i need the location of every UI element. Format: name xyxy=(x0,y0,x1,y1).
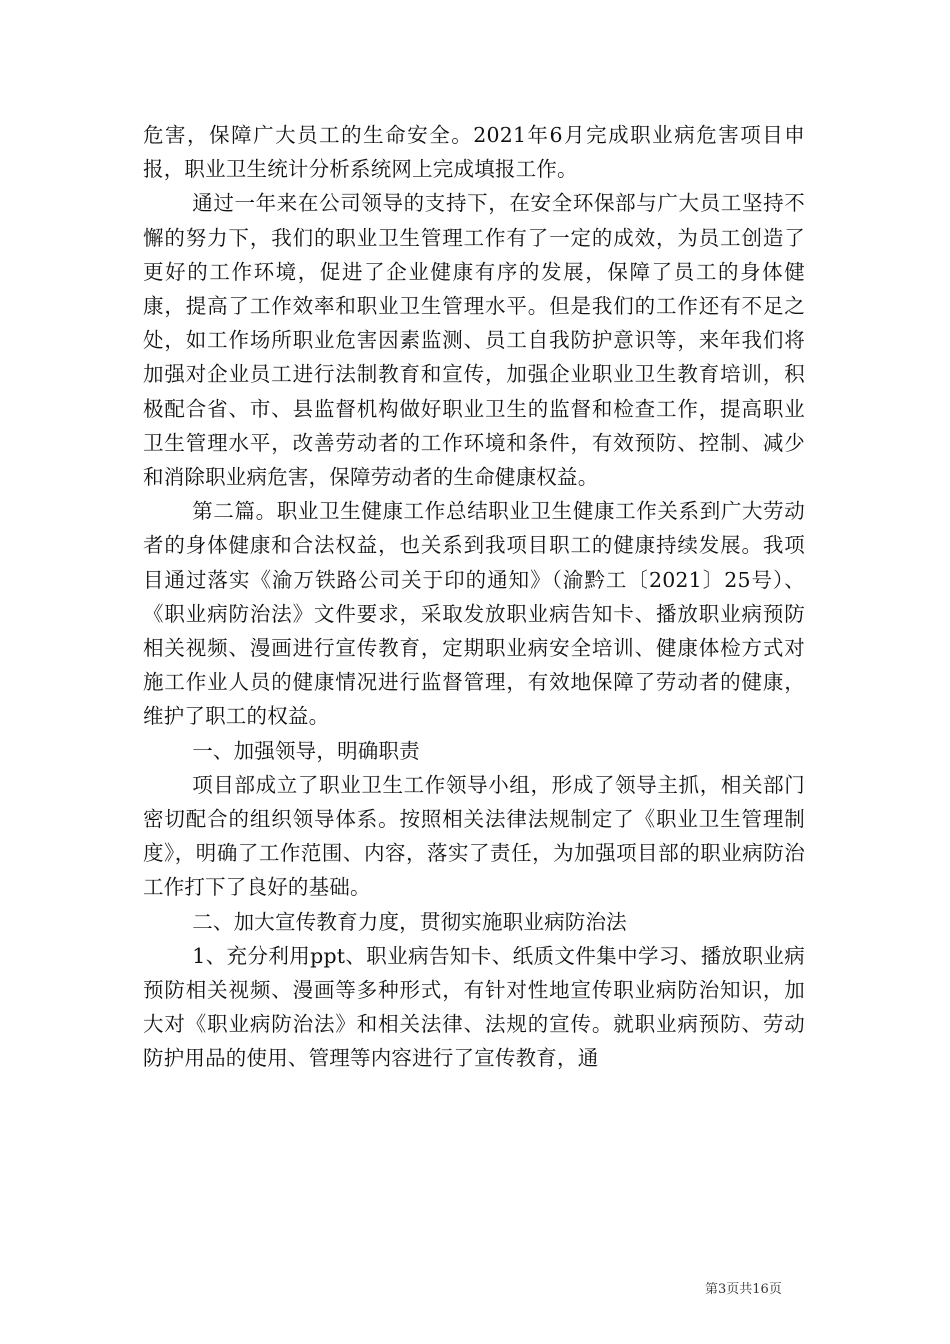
page-number-footer: 第3页共16页 xyxy=(705,1282,782,1297)
paragraph-leadership: 项目部成立了职业卫生工作领导小组，形成了领导主抓，相关部门密切配合的组织领导体系。按照相关法律法规制定了《职业卫生管理制度》，明确了工作范围、内容，落实了责任，为加强项目部的职业病防治工作打下了良好的基础。 xyxy=(143,772,805,900)
paragraph-second-part: 第二篇。职业卫生健康工作总结职业卫生健康工作关系到广大劳动者的身体健康和合法权益，也关系到我项目职工的健康持续发展。我项目通过落实《渝万铁路公司关于印的通知》（渝黔工〔2021〕25号）、《职业病防治法》文件要求，采取发放职业病告知卡、播放职业病预防相关视频、漫画进行宣传教育，定期职业病安全培训、健康体检方式对施工作业人员的健康情况进行监督管理，有效地保障了劳动者的健康，维护了职工的权益。 xyxy=(143,499,805,729)
section-heading-2: 二、加大宣传教育力度，贯彻实施职业病防治法 xyxy=(192,909,627,934)
paragraph-publicity: 1、充分利用ppt、职业病告知卡、纸质文件集中学习、播放职业病预防相关视频、漫画等多种形式，有针对性地宣传职业病防治知识，加大对《职业病防治法》和相关法律、法规的宣传。就职业病预防、劳动防护用品的使用、管理等内容进行了宣传教育，通 xyxy=(143,943,805,1071)
section-heading-1: 一、加强领导，明确职责 xyxy=(192,738,420,763)
paragraph-continuation: 危害，保障广大员工的生命安全。2021年6月完成职业病危害项目申报，职业卫生统计分析系统网上完成填报工作。 xyxy=(143,123,805,182)
paragraph-summary: 通过一年来在公司领导的支持下，在安全环保部与广大员工坚持不懈的努力下，我们的职业卫生管理工作有了一定的成效，为员工创造了更好的工作环境，促进了企业健康有序的发展，保障了员工的身体健康，提高了工作效率和职业卫生管理水平。但是我们的工作还有不足之处，如工作场所职业危害因素监测、员工自我防护意识等，来年我们将加强对企业员工进行法制教育和宣传，加强企业职业卫生教育培训，积极配合省、市、县监督机构做好职业卫生的监督和检查工作，提高职业卫生管理水平，改善劳动者的工作环境和条件，有效预防、控制、减少和消除职业病危害，保障劳动者的生命健康权益。 xyxy=(143,191,805,490)
document-body xyxy=(143,118,805,1076)
